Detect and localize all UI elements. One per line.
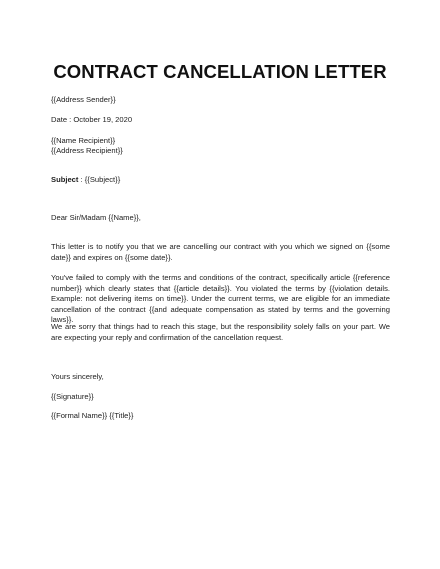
formal-name-title: {{Formal Name}} {{Title}} (51, 411, 134, 420)
paragraph-violation: You've failed to comply with the terms and conditions of the contract, specifically article {{reference number}} which clearly states that {{article details}}. You violated the terms by {{violation details. Example: not delivering items on time}}. Under the current terms, we are eligible for an immediate cancellation of the contract {{and adequate compensation as stated by terms and the governing laws}}. (51, 273, 390, 324)
recipient-name: {{Name Recipient}} (51, 136, 116, 145)
signature-placeholder: {{Signature}} (51, 392, 94, 401)
document-title: CONTRACT CANCELLATION LETTER (53, 61, 387, 82)
sender-address: {{Address Sender}} (51, 95, 116, 104)
subject-label: Subject (51, 175, 79, 184)
paragraph-regret: We are sorry that things had to reach this stage, but the responsibility solely falls on your part. We are expecting your reply and confirmation of the cancellation request. (51, 322, 390, 342)
recipient-address: {{Address Recipient}} (51, 146, 123, 155)
paragraph-notice: This letter is to notify you that we are cancelling our contract with you which we signed on {{some date}} and expires on {{some date}}. (51, 242, 390, 262)
closing: Yours sincerely, (51, 372, 104, 381)
subject-value: : {{Subject}} (78, 175, 121, 184)
date-line: Date : October 19, 2020 (51, 115, 133, 124)
subject-line (51, 175, 120, 185)
salutation: Dear Sir/Madam {{Name}}, (51, 213, 141, 222)
